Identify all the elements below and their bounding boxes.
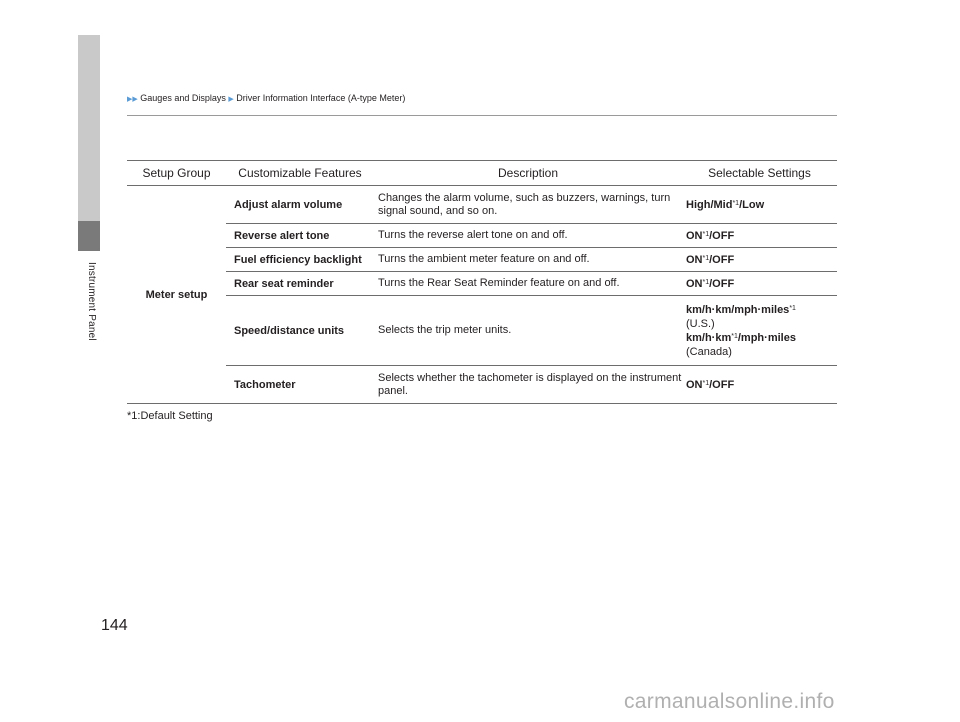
- feature-description: Turns the reverse alert tone on and off.: [374, 224, 682, 248]
- table-row: [127, 296, 837, 366]
- settings-table: [127, 160, 837, 404]
- feature-description: Turns the Rear Seat Reminder feature on and off.: [374, 272, 682, 296]
- setup-group-cell: Meter setup: [127, 186, 226, 404]
- feature-name: Tachometer: [226, 366, 374, 404]
- side-tab-bar: [78, 35, 100, 221]
- table-header-row: [127, 161, 837, 186]
- selectable-settings: High/Mid$^{*1}$/Low: [682, 186, 837, 224]
- table-row: [127, 366, 837, 404]
- feature-description: Selects whether the tachometer is displayed on the instrument panel.: [374, 366, 682, 404]
- selectable-settings: km/h·km/mph·miles$^{*1}$ (U.S.) $km/h\cdot km^{*1}/mph\cdot miles$ (Canada): [682, 296, 837, 366]
- feature-name: Fuel efficiency backlight: [226, 248, 374, 272]
- selectable-settings: ON$^{*1}$/OFF: [682, 248, 837, 272]
- feature-name: Reverse alert tone: [226, 224, 374, 248]
- feature-name: Adjust alarm volume: [226, 186, 374, 224]
- breadcrumb: [127, 93, 405, 103]
- feature-description: Turns the ambient meter feature on and off.: [374, 248, 682, 272]
- selectable-settings: ON$^{*1}$/OFF: [682, 224, 837, 248]
- table-row: [127, 272, 837, 296]
- breadcrumb-link-gauges[interactable]: Gauges and Displays: [140, 93, 226, 103]
- header-rule: [127, 115, 837, 116]
- breadcrumb-separator-icon: ▶: [228, 96, 234, 103]
- page-number: 144: [101, 617, 128, 634]
- feature-description: Changes the alarm volume, such as buzzers, warnings, turn signal sound, and so on.: [374, 186, 682, 224]
- breadcrumb-arrows-icon: ▶▶: [127, 96, 138, 103]
- header-description: Description: [374, 161, 682, 186]
- header-setup-group: Setup Group: [127, 161, 226, 186]
- breadcrumb-current: Driver Information Interface (A-type Meter): [236, 93, 406, 103]
- feature-name: Speed/distance units: [226, 296, 374, 366]
- header-customizable-features: Customizable Features: [226, 161, 374, 186]
- footnote: *1:Default Setting: [127, 410, 213, 422]
- side-tab-marker: [78, 221, 100, 251]
- header-selectable-settings: Selectable Settings: [682, 161, 837, 186]
- feature-name: Rear seat reminder: [226, 272, 374, 296]
- feature-description: Selects the trip meter units.: [374, 296, 682, 366]
- table-row: [127, 224, 837, 248]
- selectable-settings: ON$^{*1}$/OFF: [682, 272, 837, 296]
- watermark: carmanualsonline.info: [624, 690, 835, 713]
- selectable-settings: ON$^{*1}$/OFF: [682, 366, 837, 404]
- table-row: [127, 186, 837, 224]
- side-tab-label: Instrument Panel: [86, 262, 97, 341]
- table-row: [127, 248, 837, 272]
